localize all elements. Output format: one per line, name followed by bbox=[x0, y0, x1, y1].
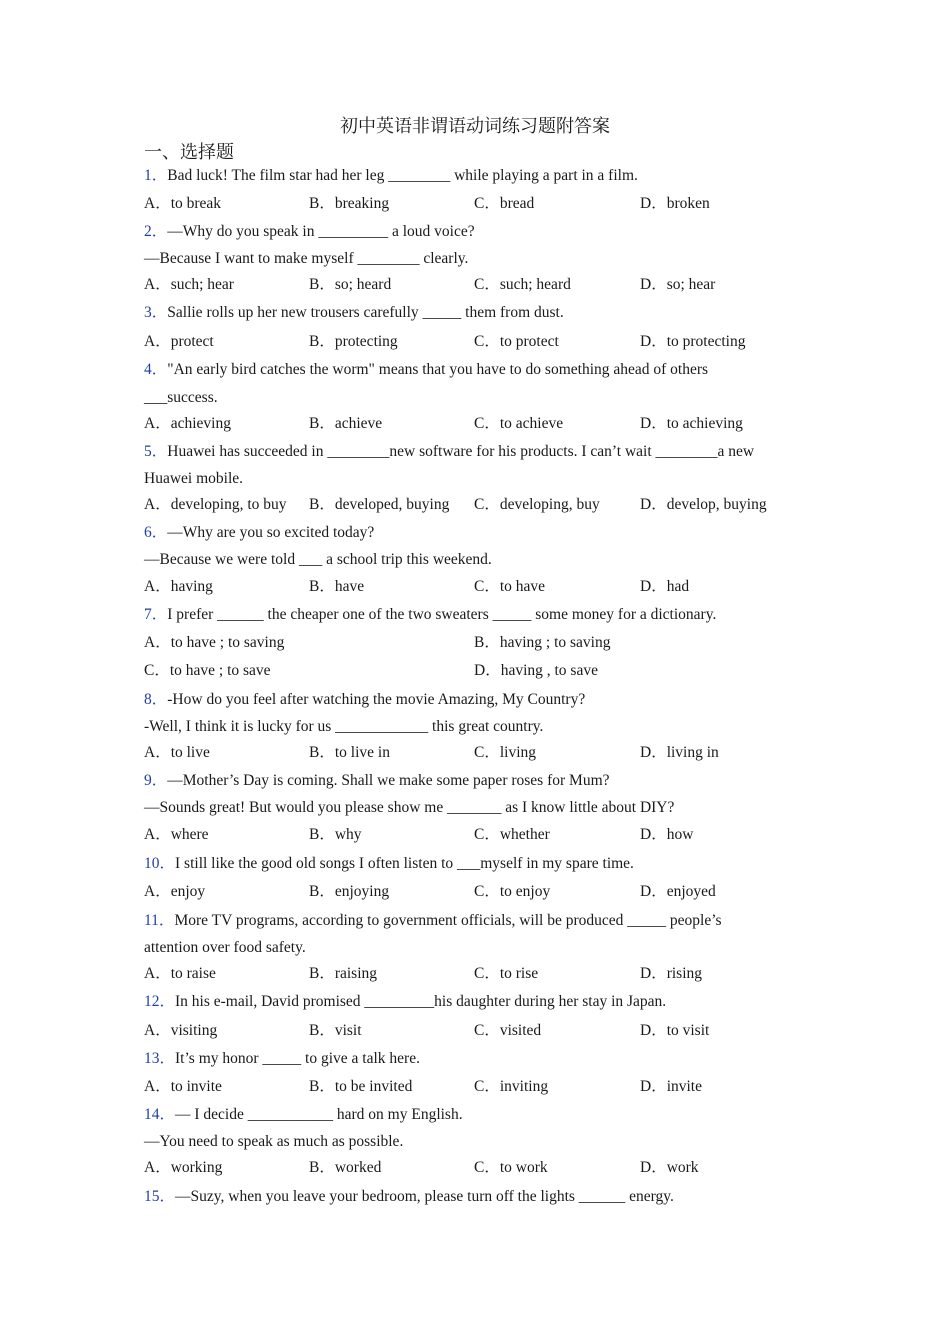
option-c: C．to have ; to save bbox=[144, 662, 271, 679]
option-b: B．enjoying bbox=[309, 883, 390, 900]
question-number: 4． bbox=[144, 361, 168, 378]
option-b: B．have bbox=[309, 578, 365, 595]
question-number: 10． bbox=[144, 855, 176, 872]
question-text-line: —Because we were told ___ a school trip this weekend. bbox=[144, 551, 492, 568]
option-b: B．raising bbox=[309, 965, 378, 982]
question-number: 5． bbox=[144, 443, 168, 460]
question-text: I prefer ______ the cheaper one of the two sweaters _____ some money for a dictionary. bbox=[167, 606, 717, 623]
question-number: 15． bbox=[144, 1188, 176, 1205]
option-c: C．inviting bbox=[474, 1078, 549, 1095]
question-12 bbox=[144, 991, 666, 1013]
option-a: A．developing, to buy bbox=[144, 496, 287, 513]
question-text: More TV programs, according to government officials, will be produced _____ people’s bbox=[174, 912, 722, 929]
question-number: 6． bbox=[144, 524, 168, 541]
question-text: Bad luck! The film star had her leg ________ while playing a part in a film. bbox=[167, 167, 638, 184]
question-text-line: attention over food safety. bbox=[144, 939, 306, 956]
question-number: 9． bbox=[144, 772, 168, 789]
question-number: 8． bbox=[144, 691, 168, 708]
question-text: —Mother’s Day is coming. Shall we make some paper roses for Mum? bbox=[167, 772, 610, 789]
question-text: —Why do you speak in _________ a loud voice? bbox=[167, 223, 475, 240]
question-number: 12． bbox=[144, 993, 176, 1010]
option-a: A．to raise bbox=[144, 965, 216, 982]
question-14 bbox=[144, 1104, 463, 1126]
option-c: C．such; heard bbox=[474, 276, 571, 293]
option-b: B．protecting bbox=[309, 333, 398, 350]
question-text-line: Huawei mobile. bbox=[144, 470, 244, 487]
option-c: C．to achieve bbox=[474, 415, 564, 432]
question-text: "An early bird catches the worm" means that you have to do something ahead of others bbox=[167, 361, 709, 378]
question-7 bbox=[144, 604, 716, 626]
option-a: A．working bbox=[144, 1159, 223, 1176]
question-text-line: —You need to speak as much as possible. bbox=[144, 1133, 404, 1150]
option-c: C．to work bbox=[474, 1159, 548, 1176]
question-text-line: —Sounds great! But would you please show me _______ as I know little about DIY? bbox=[144, 799, 675, 816]
option-a: A．to break bbox=[144, 195, 222, 212]
question-5 bbox=[144, 441, 754, 463]
question-6 bbox=[144, 522, 374, 544]
question-text: Huawei has succeeded in ________new software for his products. I can’t wait ________a new bbox=[167, 443, 755, 460]
option-b: B．to live in bbox=[309, 744, 390, 761]
option-c: C．to protect bbox=[474, 333, 559, 350]
question-2 bbox=[144, 221, 475, 243]
question-text-line: -Well, I think it is lucky for us ____________ this great country. bbox=[144, 718, 544, 735]
option-d: D．develop, buying bbox=[640, 496, 767, 513]
option-b: B．developed, buying bbox=[309, 496, 450, 513]
question-number: 3． bbox=[144, 304, 168, 321]
option-d: D．rising bbox=[640, 965, 703, 982]
option-d: D．living in bbox=[640, 744, 719, 761]
option-d: D．so; hear bbox=[640, 276, 716, 293]
document-title: 初中英语非谓语动词练习题附答案 bbox=[340, 116, 610, 136]
question-11 bbox=[144, 910, 722, 932]
question-text: —Suzy, when you leave your bedroom, please turn off the lights ______ energy. bbox=[175, 1188, 674, 1205]
question-number: 7． bbox=[144, 606, 168, 623]
question-text: I still like the good old songs I often listen to ___myself in my spare time. bbox=[175, 855, 634, 872]
option-c: C．visited bbox=[474, 1022, 542, 1039]
option-b: B．so; heard bbox=[309, 276, 392, 293]
option-c: C．to have bbox=[474, 578, 546, 595]
question-1 bbox=[144, 165, 638, 187]
question-text: —Why are you so excited today? bbox=[167, 524, 375, 541]
question-number: 13． bbox=[144, 1050, 176, 1067]
question-text: It’s my honor _____ to give a talk here. bbox=[175, 1050, 420, 1067]
option-a: A．visiting bbox=[144, 1022, 218, 1039]
option-b: B．to be invited bbox=[309, 1078, 413, 1095]
question-4 bbox=[144, 359, 708, 381]
option-a: A．enjoy bbox=[144, 883, 206, 900]
question-text-line: ___success. bbox=[144, 389, 218, 406]
section-heading: 一、选择题 bbox=[144, 142, 234, 162]
option-b: B．having ; to saving bbox=[474, 634, 611, 651]
option-a: A．to invite bbox=[144, 1078, 222, 1095]
question-text-line: —Because I want to make myself ________ clearly. bbox=[144, 250, 469, 267]
option-c: C．developing, buy bbox=[474, 496, 600, 513]
option-d: D．had bbox=[640, 578, 690, 595]
question-10 bbox=[144, 853, 634, 875]
question-text: In his e-mail, David promised _________his daughter during her stay in Japan. bbox=[175, 993, 667, 1010]
option-d: D．how bbox=[640, 826, 694, 843]
option-b: B．why bbox=[309, 826, 362, 843]
question-3 bbox=[144, 302, 564, 324]
option-c: C．bread bbox=[474, 195, 535, 212]
option-d: D．having , to save bbox=[474, 662, 598, 679]
question-text: — I decide ___________ hard on my English. bbox=[175, 1106, 463, 1123]
option-a: A．achieving bbox=[144, 415, 231, 432]
question-15 bbox=[144, 1186, 674, 1208]
question-8 bbox=[144, 689, 585, 711]
option-a: A．protect bbox=[144, 333, 214, 350]
question-text: Sallie rolls up her new trousers carefully _____ them from dust. bbox=[167, 304, 564, 321]
option-d: D．to visit bbox=[640, 1022, 710, 1039]
option-b: B．worked bbox=[309, 1159, 382, 1176]
option-a: A．to have ; to saving bbox=[144, 634, 285, 651]
question-9 bbox=[144, 770, 610, 792]
question-number: 14． bbox=[144, 1106, 176, 1123]
option-d: D．enjoyed bbox=[640, 883, 716, 900]
option-a: A．such; hear bbox=[144, 276, 234, 293]
question-number: 1． bbox=[144, 167, 168, 184]
option-c: C．to enjoy bbox=[474, 883, 551, 900]
question-number: 11． bbox=[144, 912, 175, 929]
option-a: A．to live bbox=[144, 744, 210, 761]
option-d: D．work bbox=[640, 1159, 699, 1176]
option-d: D．to protecting bbox=[640, 333, 746, 350]
option-c: C．living bbox=[474, 744, 537, 761]
option-b: B．breaking bbox=[309, 195, 390, 212]
option-b: B．achieve bbox=[309, 415, 383, 432]
option-c: C．whether bbox=[474, 826, 550, 843]
option-d: D．to achieving bbox=[640, 415, 743, 432]
option-b: B．visit bbox=[309, 1022, 362, 1039]
question-13 bbox=[144, 1048, 420, 1070]
option-d: D．invite bbox=[640, 1078, 702, 1095]
option-c: C．to rise bbox=[474, 965, 539, 982]
question-number: 2． bbox=[144, 223, 168, 240]
option-a: A．where bbox=[144, 826, 209, 843]
option-d: D．broken bbox=[640, 195, 710, 212]
option-a: A．having bbox=[144, 578, 213, 595]
question-text: -How do you feel after watching the movie Amazing, My Country? bbox=[167, 691, 586, 708]
